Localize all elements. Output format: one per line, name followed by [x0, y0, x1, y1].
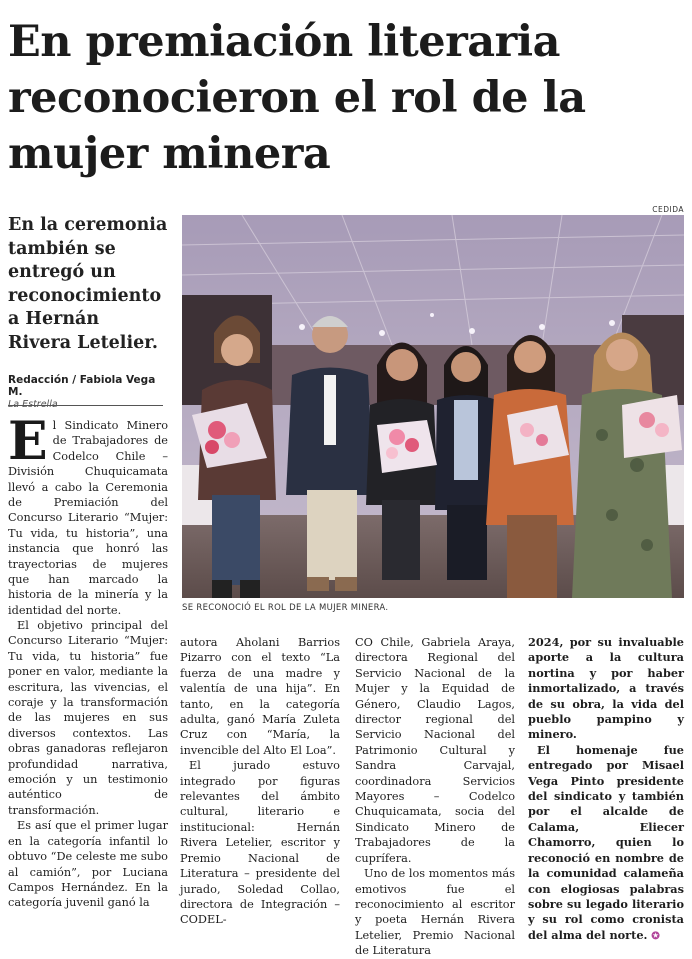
paragraph-6 [528, 743, 684, 944]
article-deck: En la ceremonia también se entregó un reconocimiento a Hernán Rivera Letelier. [8, 215, 168, 353]
body-column-3 [355, 635, 515, 959]
paragraph-3: Es así que el primer lugar en la categoría infantil lo obtuvo “De celeste me subo al camión”, por Luciana Campos Hernández. En la categoría juvenil ganó la [8, 819, 168, 910]
end-mark-icon: ✪ [651, 930, 660, 942]
headline: En premiación literaria reconocieron el rol de la mujer minera [8, 17, 586, 179]
paragraph-6-text: El homenaje fue entregado por Misael Vega Pinto presidente del sindicato y también por el alcalde de Calama, Eliecer Chamorro, quien lo reconoció en nombre de la comunidad calameña con elogiosas palabras sobre su legado literario y su rol como cronista del alma del norte. [528, 742, 684, 942]
paragraph-3-continued: autora Aholani Barrios Pizarro con el texto “La fuerza de una madre y valentía de una hija”. En tanto, en la categoría adulta, ganó María Zuleta Cruz con “María, la invencible del Alto El Loa”. [180, 636, 340, 757]
photo-caption: SE RECONOCIÓ EL ROL DE LA MUJER MINERA. [182, 603, 389, 613]
paragraph-5: Uno de los momentos más emotivos fue el reconocimiento al escritor y poeta Hernán Rivera Letelier, Premio Nacional de Literatura [355, 867, 515, 958]
body-column-1-bottom [8, 618, 168, 911]
photo-credit: CEDIDA [652, 205, 684, 214]
paragraph-1 [8, 411, 168, 618]
paragraph-1-text: l Sindicato Minero de Trabajadores de Codelco Chile – División Chuquicamata llevó a cabo la Ceremonia de Premiación del Concurso Literario “Mujer: Tu vida, tu historia”, una instancia que honró las trayectorias de mujeres que han marcado la historia de la minería y la identidad del norte. [8, 419, 168, 617]
photo-illustration [182, 215, 684, 598]
paragraph-4-continued: CO Chile, Gabriela Araya, directora Regional del Servicio Nacional de la Mujer y la Equidad de Género, Claudio Lagos, director regional del Servicio Nacional del Patrimonio Cultural y Sandra Carvajal, coordinadora Servicios Mayores – Codelco Chuquicamata, socia del Sindicato Minero de Trabajadores de la cuprífera. [355, 636, 515, 865]
byline-author: Redacción / Fabiola Vega M. [8, 374, 156, 398]
paragraph-4: El jurado estuvo integrado por figuras relevantes del ámbito cultural, literario e institucional: Hernán Rivera Letelier, escritor y Premio Nacional de Literatura – presidente del jurado, Soledad Collao, directora de Integración – CODEL- [180, 759, 340, 927]
byline-divider [8, 405, 163, 406]
dropcap: E [8, 411, 48, 472]
article-photo [182, 215, 684, 598]
body-column-1-top [8, 411, 168, 618]
paragraph-2: El objetivo principal del Concurso Literario “Mujer: Tu vida, tu historia” fue poner en valor, mediante la escritura, las vivencias, el coraje y la transformación de las mujeres en sus diversos contextos. Las obras ganadoras reflejaron profundidad narrativa, emoción y un testimonio auténtico de transformación. [8, 619, 168, 817]
paragraph-5-continued: 2024, por su invaluable aporte a la cultura nortina y por haber inmortalizado, a través de su obra, la vida del pueblo pampino y minero. [528, 635, 684, 742]
body-column-2 [180, 635, 340, 928]
body-column-4 [528, 635, 684, 944]
